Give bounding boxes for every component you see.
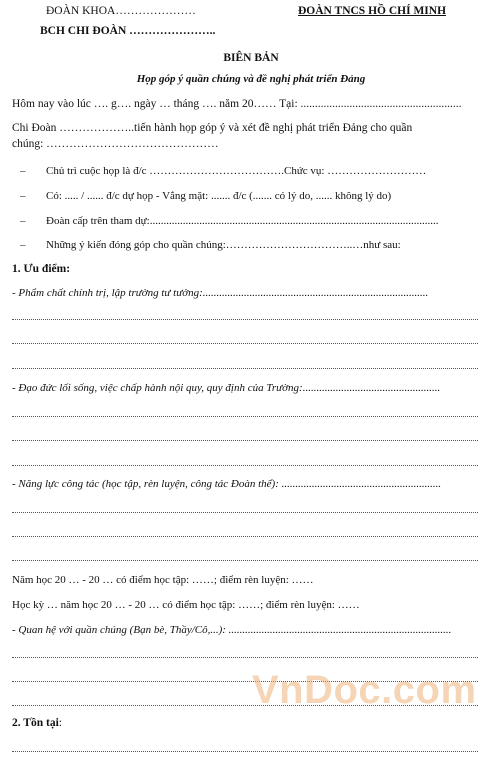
vndoc-watermark: VnDoc.com — [252, 668, 477, 712]
bullet-attendance — [20, 190, 490, 202]
bullet-mark: – — [20, 165, 26, 177]
blank-line — [12, 368, 478, 369]
bullet-text: Chủ trì cuộc họp là đ/c ……………………………….Chức vụ: ……………………… — [46, 165, 427, 177]
intro-line-2: Chi Đoàn ………………..tiến hành họp góp ý và xét đề nghị phát triển Đảng cho quần — [12, 122, 413, 134]
section-1-item-ethics: - Đạo đức lối sống, việc chấp hành nội quy, quy định của Trường:.................................................. — [12, 382, 441, 394]
bullet-superior — [20, 215, 472, 227]
section-1-item-capacity: - Năng lực công tác (học tập, rèn luyện, công tác Đoàn thể): .......................................................... — [12, 478, 442, 490]
intro-line-3: chúng: ……………………………………… — [12, 138, 219, 150]
blank-line — [12, 657, 478, 658]
bullet-text: Những ý kiến đóng góp cho quần chúng:……………………………..…như sau: — [46, 239, 401, 251]
semester-scores: Học kỳ … năm học 20 … - 20 … có điểm học tập: ……; điểm rèn luyện: …… — [12, 599, 360, 611]
section-2-heading — [12, 717, 62, 729]
bullet-mark: – — [20, 239, 26, 251]
blank-line — [12, 319, 478, 320]
blank-line — [12, 416, 478, 417]
bullet-mark: – — [20, 215, 26, 227]
header-faculty: ĐOÀN KHOA………………… — [46, 5, 196, 17]
section-1-item-political: - Phẩm chất chính trị, lập trường tư tưởng:.................................................................................. — [12, 287, 429, 299]
blank-line — [12, 465, 478, 466]
document-title: BIÊN BẢN — [223, 52, 279, 64]
school-year-scores: Năm học 20 … - 20 … có điểm học tập: ……; điểm rèn luyện: …… — [12, 574, 314, 586]
blank-line — [12, 560, 478, 561]
blank-line — [12, 536, 478, 537]
bullet-chair — [20, 165, 490, 177]
blank-line — [12, 751, 478, 752]
bullet-opinions — [20, 239, 490, 251]
blank-line — [12, 512, 478, 513]
blank-line — [12, 440, 478, 441]
section-1-heading: 1. Ưu điểm: — [12, 263, 71, 275]
header-union-name: ĐOÀN TNCS HỒ CHÍ MINH — [298, 5, 447, 17]
document-subtitle: Họp góp ý quần chúng và đề nghị phát triển Đảng — [136, 73, 366, 85]
bullet-text: Có: ..... / ...... đ/c dự họp - Vắng mặt: ....... đ/c (....... có lý do, ...... không lý do) — [46, 190, 392, 202]
section-2-heading-text: 2. Tồn tại — [12, 717, 59, 729]
blank-line — [12, 343, 478, 344]
header-branch: BCH CHI ĐOÀN ………………….. — [40, 25, 216, 37]
bullet-mark: – — [20, 190, 26, 202]
section-2-colon: : — [58, 717, 62, 729]
section-1-item-relations: - Quan hệ với quần chúng (Bạn bè, Thầy/Cô,...): ................................................................................. — [12, 624, 452, 636]
bullet-text: Đoàn cấp trên tham dự:......................................................................................................... — [46, 215, 439, 227]
intro-line-1: Hôm nay vào lúc …. g…. ngày … tháng …. năm 20…… Tại: ........................................................ — [12, 98, 462, 110]
